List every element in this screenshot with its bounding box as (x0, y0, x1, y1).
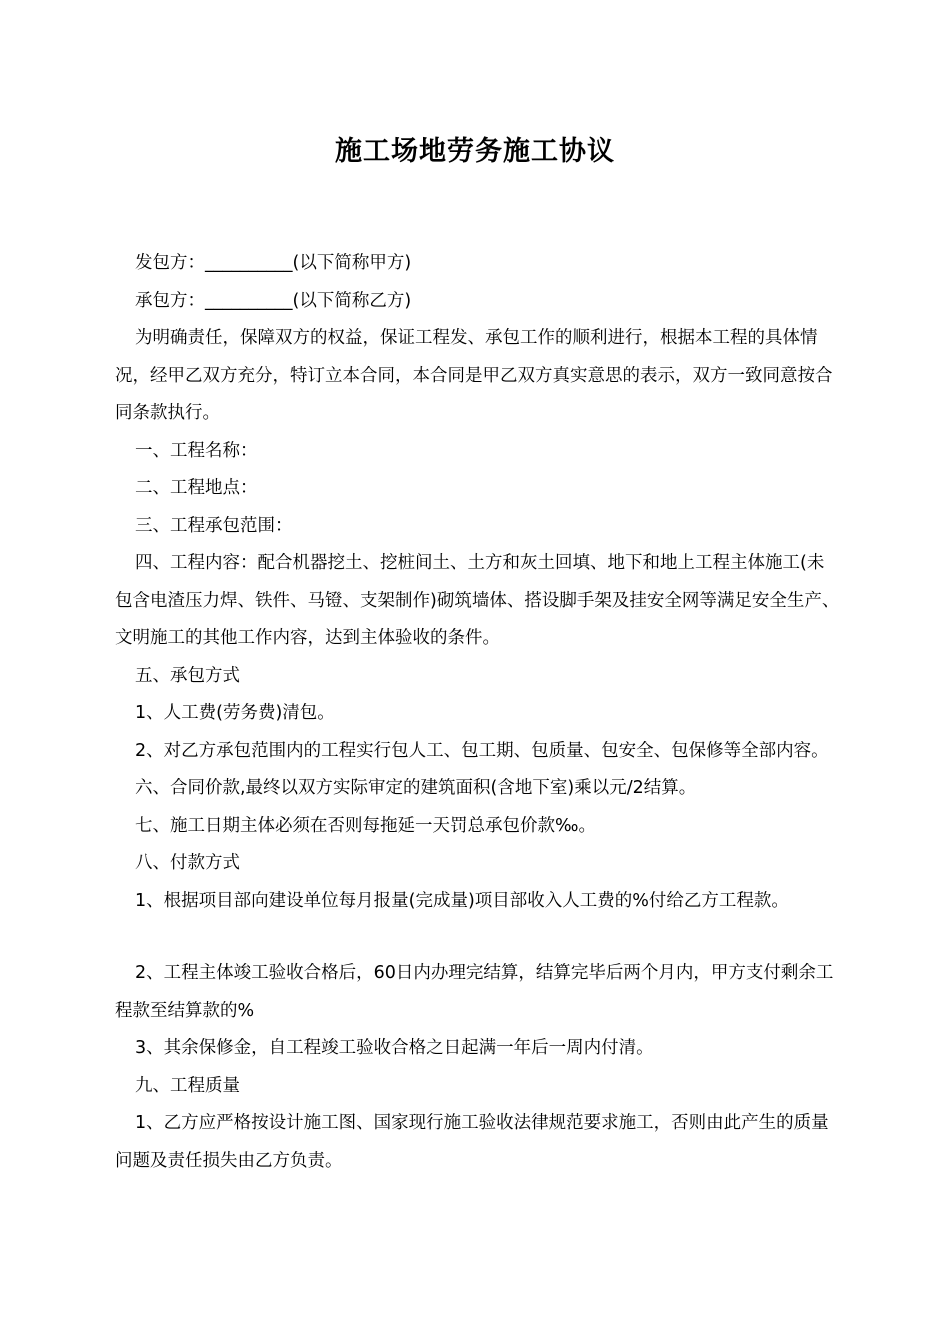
document-body (115, 245, 840, 1180)
party-a-line: 发包方：__________(以下简称甲方) (135, 253, 412, 273)
clause-item: 2、对乙方承包范围内的工程实行包人工、包工期、包质量、包安全、包保修等全部内容。 (135, 740, 829, 761)
clause-item: 1、根据项目部向建设单位每月报量(完成量)项目部收入人工费的%付给乙方工程款。 (135, 890, 789, 911)
paragraph-gap (115, 920, 840, 955)
clause-payment-method: 八、付款方式 (135, 853, 240, 873)
clause-project-name: 一、工程名称： (135, 440, 258, 461)
party-b-line: 承包方：__________(以下简称乙方) (135, 290, 412, 311)
clause-item: 1、人工费(劳务费)清包。 (135, 703, 335, 723)
clause-project-quality: 九、工程质量 (135, 1075, 240, 1096)
clause-contract-method: 五、承包方式 (135, 665, 240, 686)
clause-item: 2、工程主体竣工验收合格后，60日内办理完结算，结算完毕后两个月内，甲方支付剩余工程款至结算款的% (115, 963, 834, 1021)
clause-construction-date: 七、施工日期主体必须在否则每拖延一天罚总承包价款‰。 (135, 815, 596, 836)
preamble-paragraph: 为明确责任，保障双方的权益，保证工程发、承包工作的顺利进行，根据本工程的具体情况，经甲乙双方充分，特订立本合同，本合同是甲乙双方真实意思的表示，双方一致同意按合同条款执行。 (115, 328, 833, 423)
document-title: 施工场地劳务施工协议 (335, 136, 615, 167)
clause-work-content: 四、工程内容：配合机器挖土、挖桩间土、土方和灰土回填、地下和地上工程主体施工(未包含电渣压力焊、铁件、马镫、支架制作)砌筑墙体、搭设脚手架及挂安全网等满足安全生产、文明施工的其他工作内容，达到主体验收的条件。 (115, 553, 840, 648)
clause-contract-price: 六、合同价款,最终以双方实际审定的建筑面积(含地下室)乘以元/2结算。 (135, 778, 697, 798)
clause-item: 1、乙方应严格按设计施工图、国家现行施工验收法律规范要求施工，否则由此产生的质量问题及责任损失由乙方负责。 (115, 1113, 829, 1171)
clause-contract-scope: 三、工程承包范围： (135, 515, 293, 536)
clause-item: 3、其余保修金，自工程竣工验收合格之日起满一年后一周内付清。 (135, 1038, 654, 1058)
clause-project-location: 二、工程地点： (135, 478, 258, 498)
